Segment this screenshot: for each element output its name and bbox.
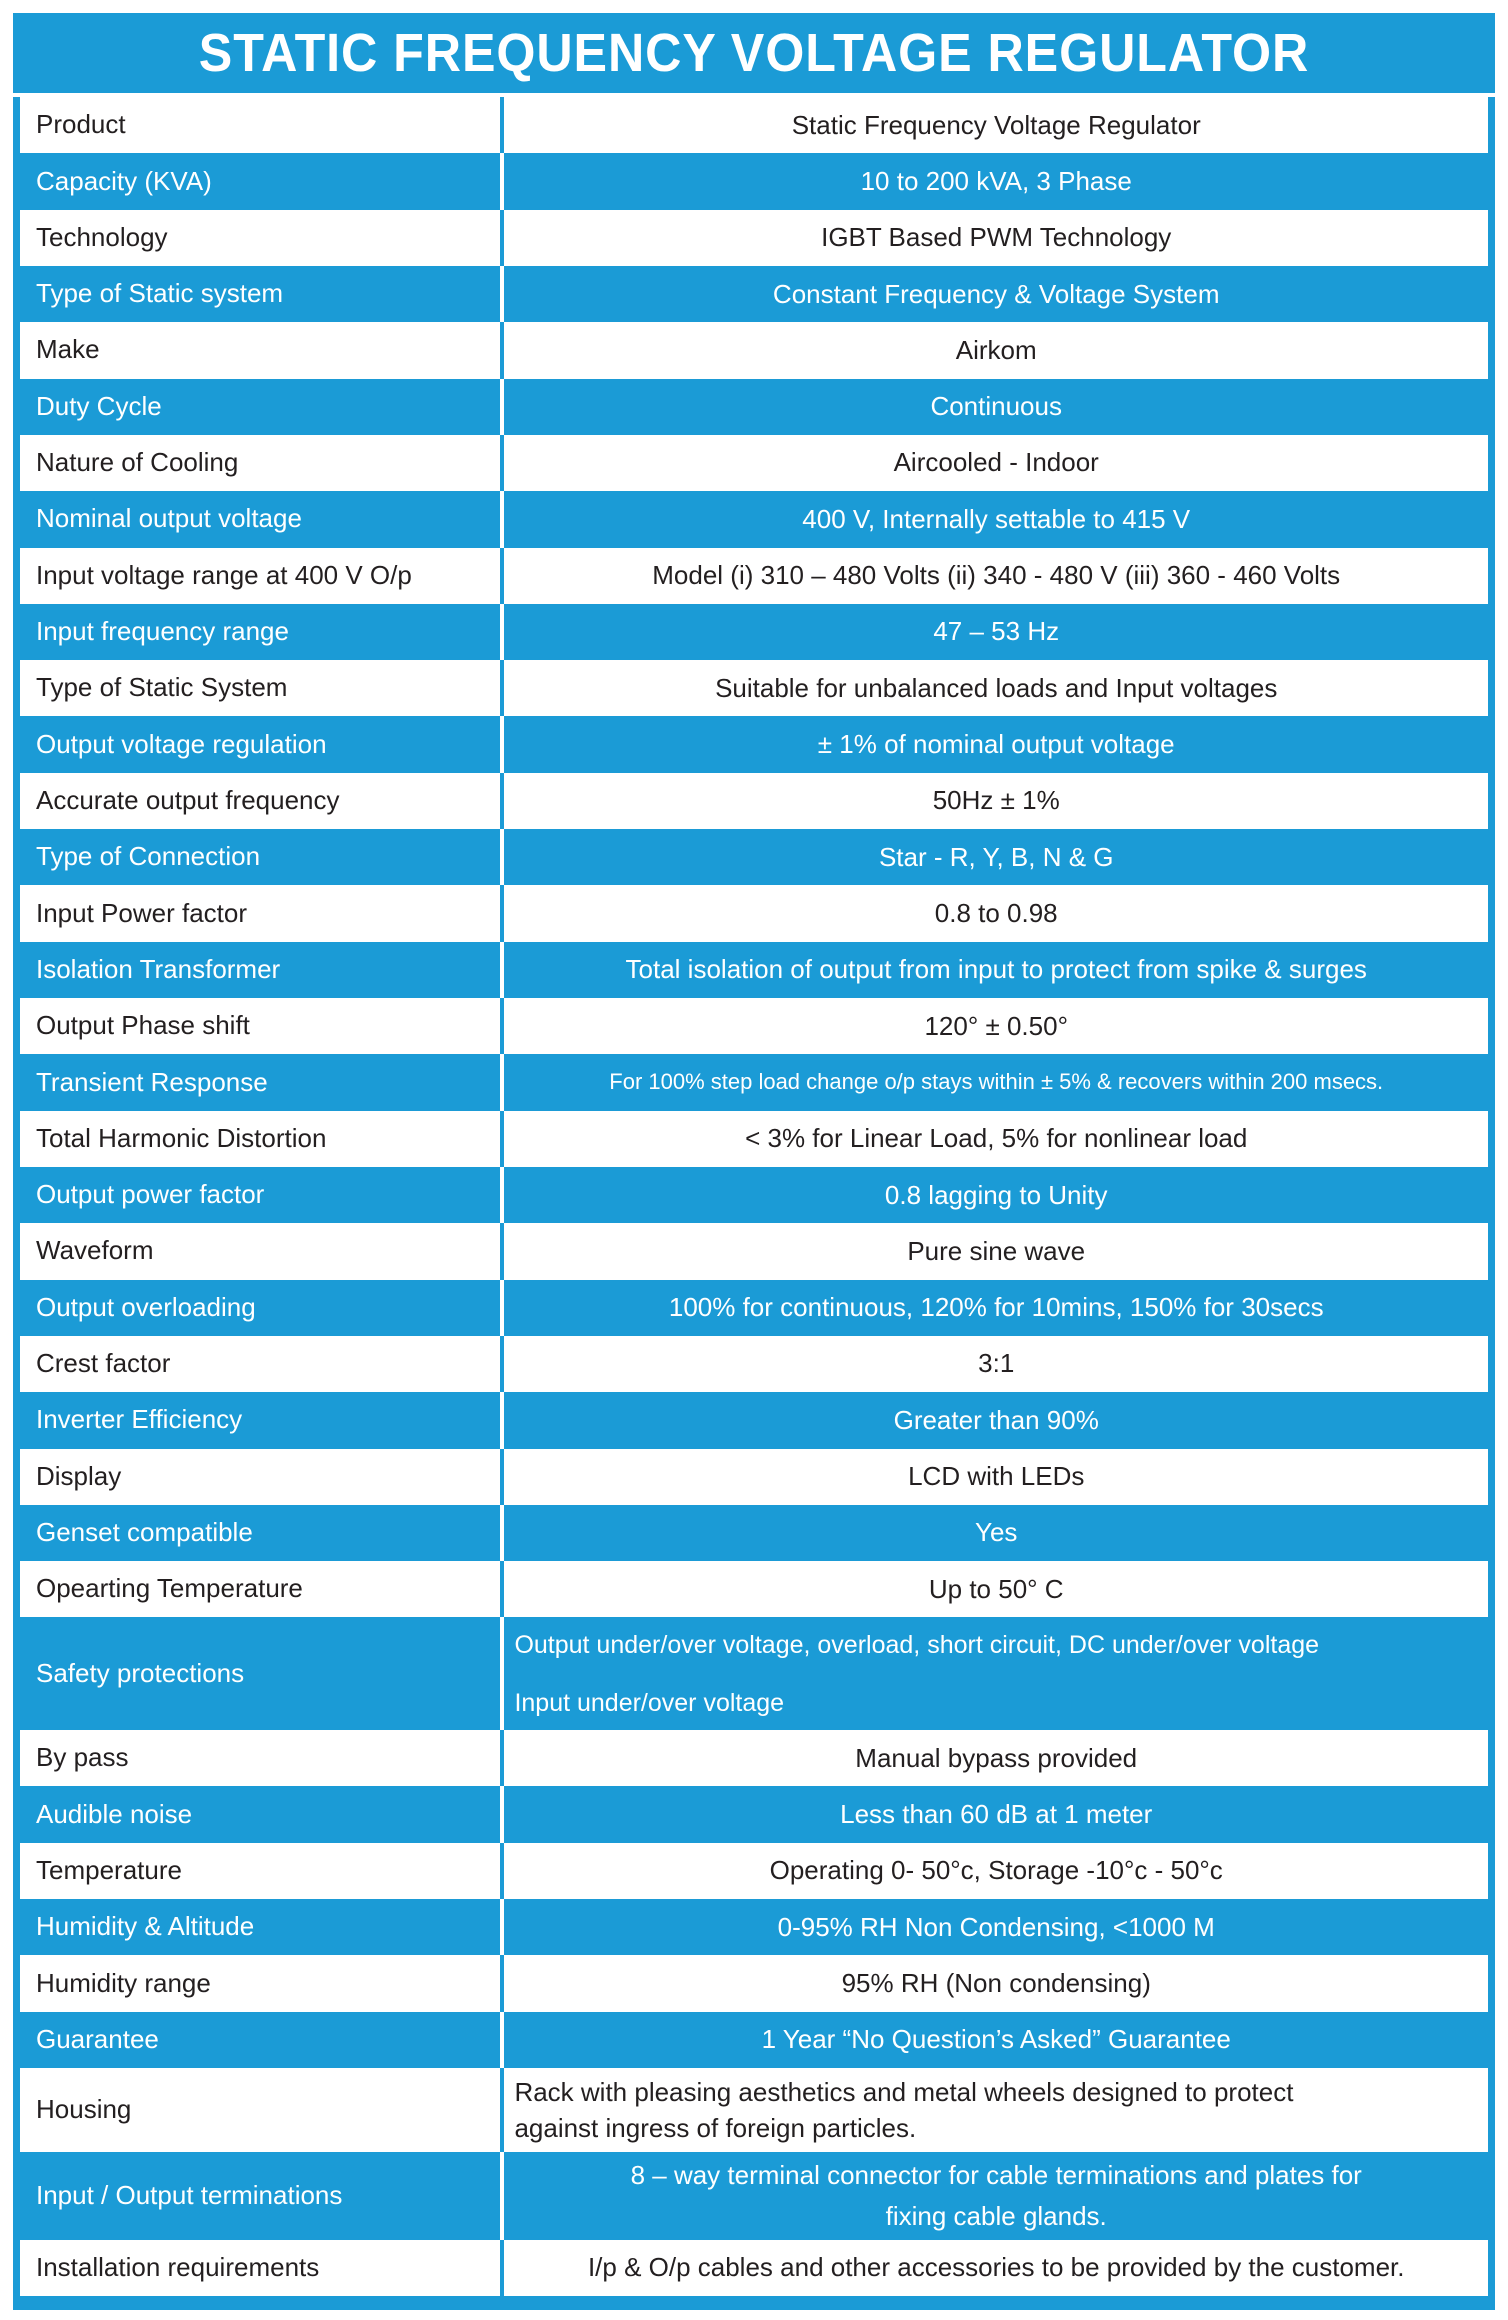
table-row — [20, 491, 1488, 547]
spec-label: Duty Cycle — [20, 379, 504, 435]
spec-value: For 100% step load change o/p stays within ± 5% & recovers within 200 msecs. — [609, 1069, 1384, 1095]
page-title: STATIC FREQUENCY VOLTAGE REGULATOR — [198, 23, 1310, 83]
table-row — [20, 1955, 1488, 2011]
spec-value: 1 Year “No Question’s Asked” Guarantee — [761, 2024, 1231, 2055]
spec-label: Type of Connection — [20, 829, 504, 885]
spec-value: Airkom — [955, 334, 1037, 365]
spec-value: 3:1 — [978, 1348, 1015, 1379]
table-row — [20, 1449, 1488, 1505]
spec-label: By pass — [20, 1730, 504, 1786]
table-row — [20, 1392, 1488, 1448]
spec-value-line: 8 – way terminal connector for cable terminations and plates for — [630, 2159, 1362, 2190]
spec-label: Make — [20, 322, 504, 378]
table-row — [20, 435, 1488, 491]
spec-label: Installation requirements — [20, 2240, 504, 2296]
spec-value — [504, 2152, 1488, 2239]
spec-value: Continuous — [930, 391, 1062, 422]
spec-value: 0.8 lagging to Unity — [884, 1179, 1108, 1210]
table-row — [20, 2152, 1488, 2239]
spec-value-line: fixing cable glands. — [885, 2201, 1107, 2232]
table-row — [20, 1730, 1488, 1786]
spec-value: Manual bypass provided — [855, 1742, 1138, 1773]
spec-label: Input / Output terminations — [20, 2152, 504, 2239]
spec-label: Capacity (KVA) — [20, 153, 504, 209]
spec-value: 120° ± 0.50° — [924, 1010, 1068, 1041]
spec-label: Genset compatible — [20, 1505, 504, 1561]
table-row — [20, 153, 1488, 209]
spec-value: Total isolation of output from input to protect from spike & surges — [625, 954, 1367, 985]
spec-label: Housing — [20, 2068, 504, 2152]
spec-label: Isolation Transformer — [20, 942, 504, 998]
table-row — [20, 1505, 1488, 1561]
table-row — [20, 1167, 1488, 1223]
spec-label: Crest factor — [20, 1336, 504, 1392]
spec-value: Constant Frequency & Voltage System — [772, 278, 1220, 309]
spec-label: Input frequency range — [20, 604, 504, 660]
table-row — [20, 604, 1488, 660]
spec-label: Technology — [20, 210, 504, 266]
spec-value: Aircooled - Indoor — [893, 447, 1099, 478]
table-row — [20, 1561, 1488, 1617]
table-row — [20, 1843, 1488, 1899]
spec-label: Nature of Cooling — [20, 435, 504, 491]
spec-label: Display — [20, 1449, 504, 1505]
spec-label: Output power factor — [20, 1167, 504, 1223]
spec-value: ± 1% of nominal output voltage — [817, 729, 1175, 759]
spec-label: Nominal output voltage — [20, 491, 504, 547]
spec-value: Greater than 90% — [893, 1404, 1099, 1435]
spec-value: Static Frequency Voltage Regulator — [791, 109, 1201, 140]
table-row — [20, 379, 1488, 435]
table-row — [20, 660, 1488, 716]
table-row — [20, 266, 1488, 322]
spec-label: Audible noise — [20, 1786, 504, 1842]
spec-label: Safety protections — [20, 1617, 504, 1730]
spec-value: Yes — [975, 1517, 1018, 1548]
table-row — [20, 1111, 1488, 1167]
spec-value: Up to 50° C — [928, 1573, 1064, 1604]
spec-value: 47 – 53 Hz — [933, 616, 1060, 647]
spec-label: Type of Static system — [20, 266, 504, 322]
spec-label: Output overloading — [20, 1280, 504, 1336]
spec-value: Less than 60 dB at 1 meter — [840, 1798, 1153, 1829]
table-row — [20, 1280, 1488, 1336]
table-row — [20, 2240, 1488, 2296]
spec-value: < 3% for Linear Load, 5% for nonlinear load — [745, 1123, 1248, 1154]
table-row — [20, 773, 1488, 829]
table-row — [20, 716, 1488, 772]
spec-label: Waveform — [20, 1223, 504, 1279]
table-row — [20, 97, 1488, 153]
spec-value: I/p & O/p cables and other accessories to be provided by the customer. — [587, 2252, 1405, 2283]
table-row — [20, 548, 1488, 604]
spec-value: Star - R, Y, B, N & G — [878, 841, 1114, 872]
spec-value: 400 V, Internally settable to 415 V — [802, 503, 1191, 534]
spec-value: 0-95% RH Non Condensing, <1000 M — [777, 1911, 1215, 1942]
table-row — [20, 998, 1488, 1054]
spec-value — [504, 1617, 1488, 1730]
table-row — [20, 1336, 1488, 1392]
spec-label: Product — [20, 97, 504, 153]
spec-label: Input voltage range at 400 V O/p — [20, 548, 504, 604]
spec-label: Temperature — [20, 1843, 504, 1899]
table-body — [20, 97, 1488, 2296]
table-row — [20, 829, 1488, 885]
table-row — [20, 885, 1488, 941]
table-row — [20, 942, 1488, 998]
spec-value-line: against ingress of foreign particles. — [514, 2113, 917, 2144]
spec-value: 50Hz ± 1% — [932, 785, 1060, 816]
spec-value: Operating 0- 50°c, Storage -10°c - 50°c — [769, 1855, 1223, 1886]
spec-table — [13, 13, 1495, 2310]
spec-label: Opearting Temperature — [20, 1561, 504, 1617]
spec-value: Pure sine wave — [907, 1235, 1086, 1266]
spec-label: Guarantee — [20, 2012, 504, 2068]
spec-label: Input Power factor — [20, 885, 504, 941]
table-row — [20, 1223, 1488, 1279]
spec-label: Humidity range — [20, 1955, 504, 2011]
spec-label: Total Harmonic Distortion — [20, 1111, 504, 1167]
spec-value-line: Output under/over voltage, overload, short circuit, DC under/over voltage — [514, 1630, 1320, 1659]
table-row — [20, 1054, 1488, 1110]
spec-value: 100% for continuous, 120% for 10mins, 150% for 30secs — [668, 1292, 1324, 1323]
table-row — [20, 2068, 1488, 2152]
spec-label: Inverter Efficiency — [20, 1392, 504, 1448]
spec-label: Accurate output frequency — [20, 773, 504, 829]
spec-label: Transient Response — [20, 1054, 504, 1110]
spec-value-line: Input under/over voltage — [514, 1688, 785, 1717]
table-row — [20, 210, 1488, 266]
table-row — [20, 322, 1488, 378]
spec-value: IGBT Based PWM Technology — [821, 222, 1172, 253]
spec-value: 95% RH (Non condensing) — [841, 1967, 1151, 1998]
spec-value: Suitable for unbalanced loads and Input voltages — [715, 672, 1278, 703]
spec-value-line: Rack with pleasing aesthetics and metal wheels designed to protect — [514, 2076, 1294, 2107]
spec-value: LCD with LEDs — [908, 1461, 1085, 1492]
spec-value: 10 to 200 kVA, 3 Phase — [860, 165, 1132, 196]
spec-label: Humidity & Altitude — [20, 1899, 504, 1955]
spec-value — [504, 2068, 1488, 2152]
spec-value: 0.8 to 0.98 — [934, 897, 1058, 928]
table-header — [13, 13, 1495, 97]
table-row — [20, 1786, 1488, 1842]
spec-label: Output Phase shift — [20, 998, 504, 1054]
table-row — [20, 2012, 1488, 2068]
table-row — [20, 1899, 1488, 1955]
spec-label: Type of Static System — [20, 660, 504, 716]
table-row — [20, 1617, 1488, 1730]
spec-value: Model (i) 310 – 480 Volts (ii) 340 - 480 V (iii) 360 - 460 Volts — [652, 560, 1341, 591]
spec-label: Output voltage regulation — [20, 716, 504, 772]
